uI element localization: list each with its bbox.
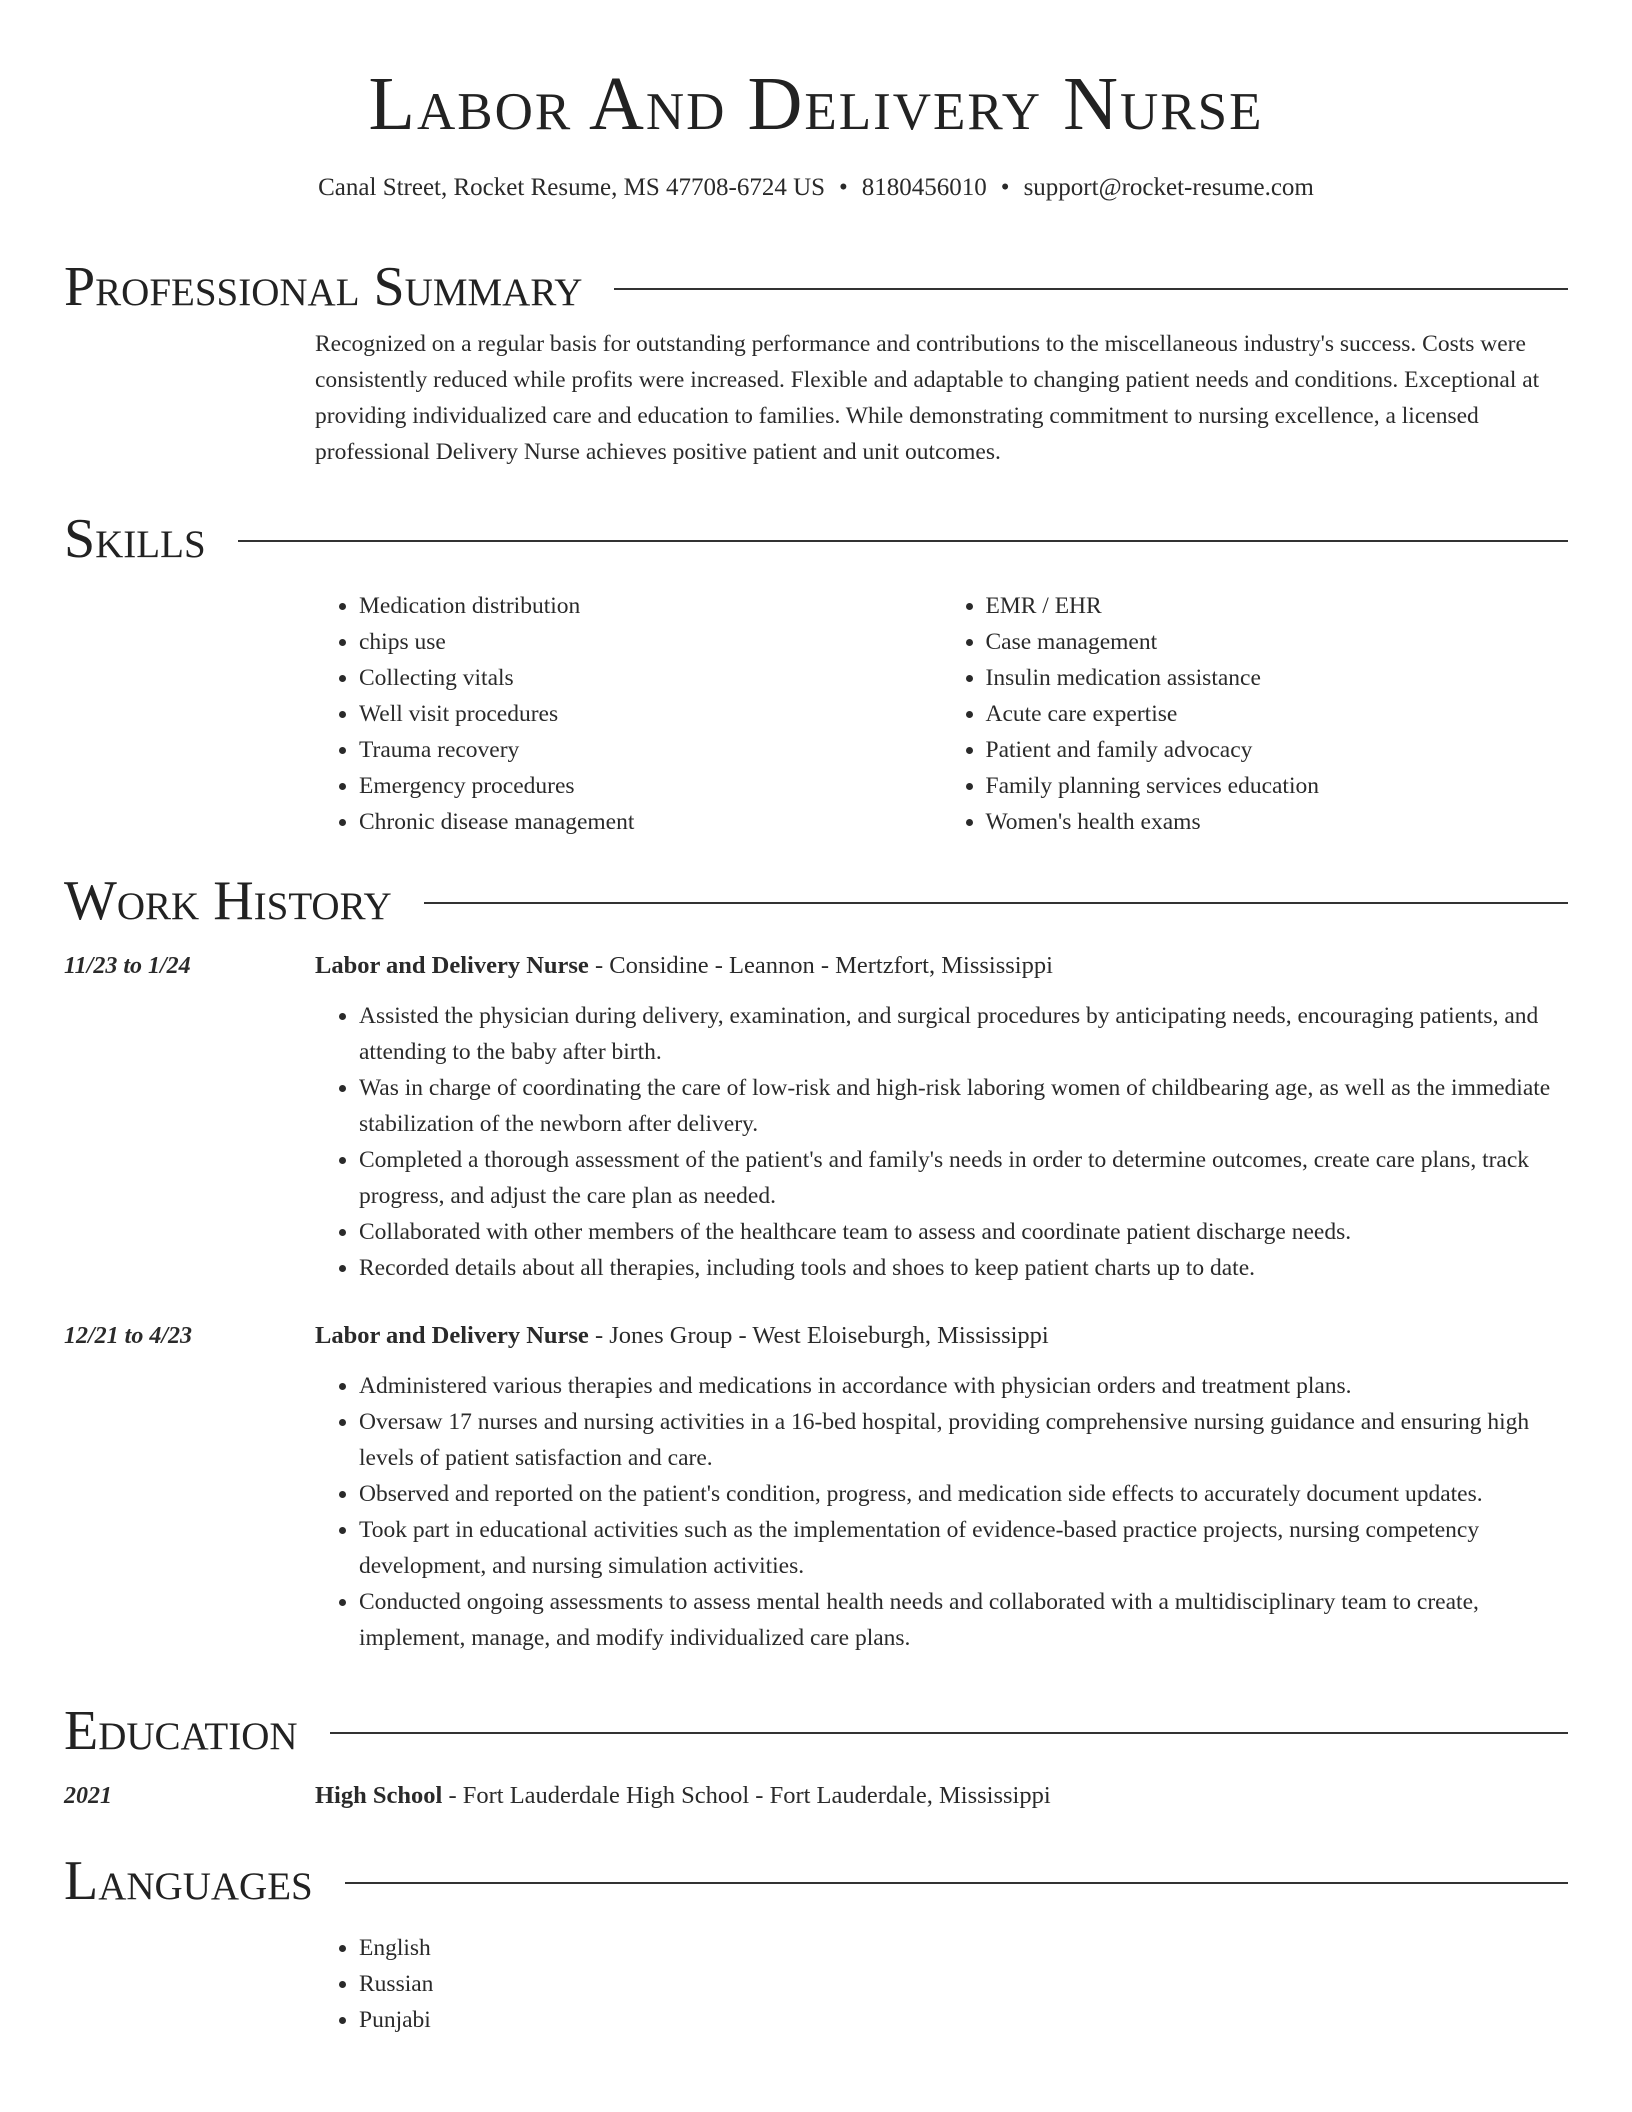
job-header-row (64, 1318, 1568, 1354)
job-heading (315, 948, 1053, 984)
skill-item: • EMR / EHR (986, 588, 1569, 624)
job-employer-location: - Jones Group - West Eloiseburgh, Mississippi (588, 1322, 1049, 1349)
job-bullet: • Administered various therapies and medications in accordance with physician orders and treatment plans. (359, 1368, 1568, 1404)
skills-section (64, 508, 1568, 840)
job-heading (315, 1318, 1049, 1354)
skills-list-right (942, 588, 1569, 840)
job-title: Labor and Delivery Nurse (315, 1322, 589, 1349)
contact-line (0, 172, 1632, 204)
skill-item: • Family planning services education (986, 768, 1569, 804)
job-bullets (315, 1368, 1568, 1656)
summary-section (64, 256, 1568, 470)
section-header (64, 1850, 1568, 1912)
section-header (64, 1700, 1568, 1762)
languages-section (64, 1850, 1568, 2038)
job-bullet: • Assisted the physician during delivery, examination, and surgical procedures by anticipating needs, encouraging patients, and attending to the baby after birth. (359, 998, 1568, 1070)
language-item: • Punjabi (359, 2002, 1568, 2038)
job-header-row (64, 948, 1568, 984)
languages-list (315, 1930, 1568, 2038)
skill-item: • chips use (359, 624, 942, 660)
section-divider (424, 902, 1568, 904)
education-heading (315, 1778, 1051, 1814)
skill-item: • Patient and family advocacy (986, 732, 1569, 768)
summary-text: Recognized on a regular basis for outstanding performance and contributions to the miscellaneous industry's success. Costs were consistently reduced while profits were increased. Flexible and adaptable to changing patient needs and conditions. Exceptional at providing individualized care and education to families. While demonstrating commitment to nursing excellence, a licensed professional Delivery Nurse achieves positive patient and unit outcomes. (315, 331, 1540, 465)
skill-item: • Insulin medication assistance (986, 660, 1569, 696)
skill-item: • Emergency procedures (359, 768, 942, 804)
section-title: Work History (64, 870, 392, 932)
job-entry (64, 1318, 1568, 1656)
section-divider (238, 540, 1568, 542)
contact-email: support@rocket-resume.com (1023, 174, 1314, 201)
skill-item: • Chronic disease management (359, 804, 942, 840)
skill-item: • Collecting vitals (359, 660, 942, 696)
skill-item: • Well visit procedures (359, 696, 942, 732)
job-bullet: • Was in charge of coordinating the care of low-risk and high-risk laboring women of childbearing age, as well as the immediate stabilization of the newborn after delivery. (359, 1070, 1568, 1142)
skills-columns (315, 588, 1568, 840)
section-header (64, 870, 1568, 932)
section-divider (614, 288, 1568, 290)
job-bullet: • Recorded details about all therapies, including tools and shoes to keep patient charts up to date. (359, 1250, 1568, 1286)
section-title: Skills (64, 508, 206, 570)
work-history-section (64, 870, 1568, 1656)
skill-item: • Trauma recovery (359, 732, 942, 768)
skill-item: • Case management (986, 624, 1569, 660)
job-dates: 12/21 to 4/23 (64, 1323, 193, 1349)
education-year: 2021 (64, 1783, 112, 1809)
job-dates: 11/23 to 1/24 (64, 953, 191, 979)
contact-separator: • (839, 174, 848, 201)
skill-item: • Women's health exams (986, 804, 1569, 840)
section-title: Professional Summary (64, 256, 583, 318)
section-title: Languages (64, 1850, 313, 1912)
education-degree: High School (315, 1782, 443, 1809)
job-bullet: • Completed a thorough assessment of the patient's and family's needs in order to determine outcomes, create care plans, track progress, and adjust the care plan as needed. (359, 1142, 1568, 1214)
skill-item: • Acute care expertise (986, 696, 1569, 732)
section-header (64, 508, 1568, 570)
job-bullet: • Oversaw 17 nurses and nursing activities in a 16-bed hospital, providing comprehensive nursing guidance and ensuring high levels of patient satisfaction and care. (359, 1404, 1568, 1476)
education-entry (64, 1778, 1568, 1814)
contact-address: Canal Street, Rocket Resume, MS 47708-6724 US (318, 174, 826, 201)
job-entry (64, 948, 1568, 1286)
section-divider (330, 1732, 1568, 1734)
job-title: Labor and Delivery Nurse (315, 952, 589, 979)
contact-separator: • (1000, 174, 1010, 201)
section-header (64, 256, 1568, 318)
language-item: • Russian (359, 1966, 1568, 2002)
education-school-location: - Fort Lauderdale High School - Fort Lauderdale, Mississippi (442, 1782, 1051, 1809)
job-bullet: • Collaborated with other members of the healthcare team to assess and coordinate patient discharge needs. (359, 1214, 1568, 1250)
job-bullet: • Took part in educational activities such as the implementation of evidence-based practice projects, nursing competency development, and nursing simulation activities. (359, 1512, 1568, 1584)
job-bullet: • Observed and reported on the patient's condition, progress, and medication side effects to accurately document updates. (359, 1476, 1568, 1512)
job-bullet: • Conducted ongoing assessments to assess mental health needs and collaborated with a multidisciplinary team to create, implement, manage, and modify individualized care plans. (359, 1584, 1568, 1656)
candidate-name: Labor And Delivery Nurse (368, 62, 1264, 146)
job-bullets (315, 998, 1568, 1286)
skills-list-left (315, 588, 942, 840)
language-item: • English (359, 1930, 1568, 1966)
job-employer-location: - Considine - Leannon - Mertzfort, Mississippi (588, 952, 1053, 979)
skill-item: • Medication distribution (359, 588, 942, 624)
section-title: Education (64, 1700, 298, 1762)
contact-phone: 8180456010 (861, 174, 987, 201)
education-section (64, 1700, 1568, 1814)
section-divider (345, 1882, 1568, 1884)
